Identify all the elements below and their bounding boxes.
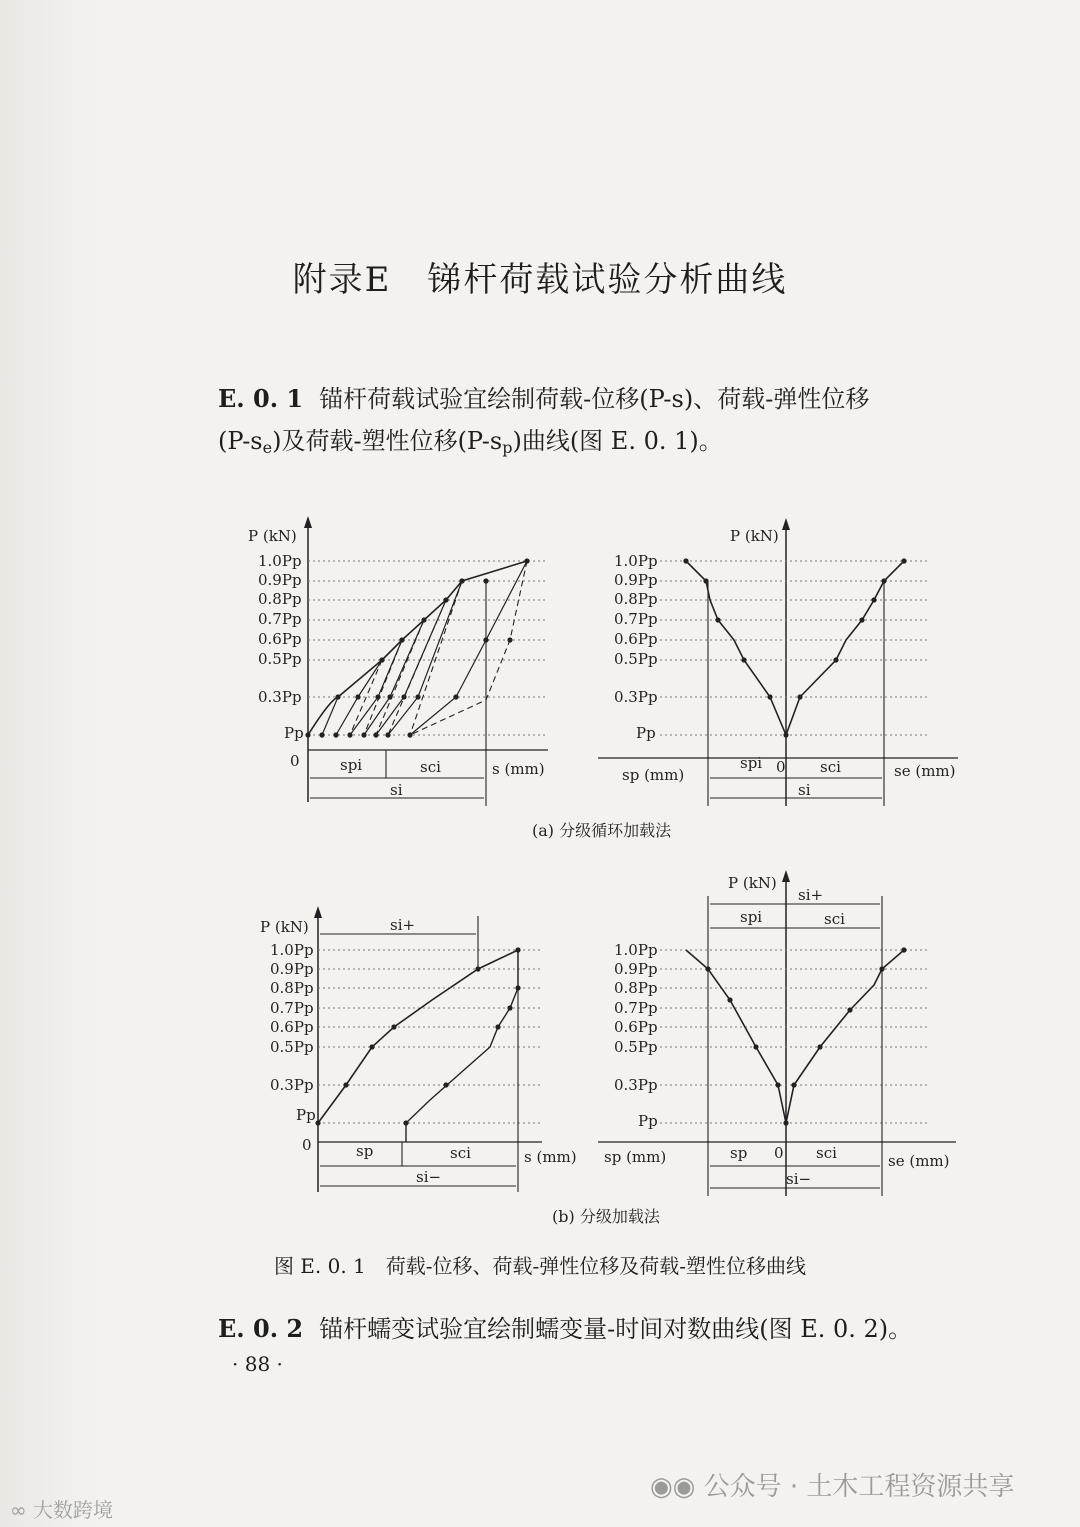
page-number: · 88 · [232,1352,283,1376]
svg-text:sci: sci [816,1144,837,1162]
logo-icon: ∞ [10,1498,34,1522]
wechat-icon: ◉◉ [650,1472,704,1502]
tick-label: 0.8Pp [270,979,314,997]
svg-text:sci: sci [824,910,845,928]
clause-number: E. 0. 2 [218,1314,304,1343]
tick-label: 0.3Pp [614,688,658,706]
axis-label-s: s (mm) [492,760,545,778]
axis-label-P: P (kN) [248,527,297,545]
axis-label-P: P (kN) [728,874,777,892]
tick-label: 0.8Pp [258,590,302,608]
svg-text:spi: spi [740,754,763,772]
tick-label: 0.3Pp [258,688,302,706]
axis-label-se: se (mm) [894,762,956,780]
tick-label: 0.3Pp [270,1076,314,1094]
svg-text:spi: spi [740,908,763,926]
tick-label: 0.6Pp [270,1018,314,1036]
axis-label-sp: sp (mm) [604,1148,667,1166]
svg-text:spi: spi [340,756,363,774]
svg-text:sp: sp [356,1142,374,1160]
svg-text:sci: sci [420,758,441,776]
axis-label-s: s (mm) [524,1148,577,1166]
svg-text:si+: si+ [390,916,416,934]
panel-b-left-labels [260,916,577,1186]
watermark-corner: ∞ 大数跨境 [10,1498,114,1522]
svg-text:0: 0 [774,1144,784,1162]
tick-label: Pp [284,724,304,742]
tick-label: 0.7Pp [258,610,302,628]
svg-text:si: si [390,781,403,799]
axis-label-P: P (kN) [730,527,779,545]
figure-caption: 图 E. 0. 1 荷载-位移、荷载-弹性位移及荷载-塑性位移曲线 [273,1254,807,1278]
svg-text:sp: sp [730,1144,748,1162]
appendix-title: 附录E 锑杆荷载试验分析曲线 [292,260,788,300]
panel-b-right-labels [604,874,950,1188]
axis-label-P: P (kN) [260,918,309,936]
svg-text:si+: si+ [798,886,824,904]
tick-label: 0.7Pp [614,999,658,1017]
svg-text:0: 0 [302,1136,312,1154]
tick-label: 0.7Pp [614,610,658,628]
tick-label: 0.8Pp [614,590,658,608]
panel-a-left-labels [248,527,545,799]
clause-number: E. 0. 1 [218,384,304,413]
watermark-wechat: ◉◉ 公众号 · 土木工程资源共享 [650,1472,1015,1502]
svg-text:si−: si− [786,1170,812,1188]
tick-label: 0.9Pp [614,960,658,978]
svg-text:si: si [798,781,811,799]
tick-label: 0.6Pp [614,1018,658,1036]
axis-label-se: se (mm) [888,1152,950,1170]
tick-label: 0.5Pp [614,1038,658,1056]
tick-label: 0.9Pp [270,960,314,978]
svg-text:si−: si− [416,1168,442,1186]
tick-label: 0.9Pp [258,571,302,589]
tick-label: 1.0Pp [270,941,314,959]
tick-label: 1.0Pp [614,552,658,570]
tick-label: 0.6Pp [258,630,302,648]
tick-label: 1.0Pp [258,552,302,570]
tick-label: 1.0Pp [614,941,658,959]
tick-label: 0.9Pp [614,571,658,589]
tick-label: Pp [638,1112,658,1130]
svg-text:0: 0 [290,752,300,770]
svg-text:sci: sci [820,758,841,776]
svg-text:sci: sci [450,1144,471,1162]
clause-e01: E. 0. 1 锚杆荷载试验宜绘制荷载-位移(P-s)、荷载-弹性位移 $(P-s_e)$及荷载-塑性位移$(P-s_p)$曲线(图 E. 0. 1)。 [218,384,870,457]
tick-label: 0.7Pp [270,999,314,1017]
caption-b: (b) 分级加载法 [552,1207,660,1226]
axis-label-sp: sp (mm) [622,766,685,784]
tick-label: Pp [296,1106,316,1124]
svg-text:0: 0 [776,758,786,776]
tick-label: Pp [636,724,656,742]
tick-label: 0.3Pp [614,1076,658,1094]
tick-label: 0.6Pp [614,630,658,648]
tick-label: 0.5Pp [270,1038,314,1056]
caption-a: (a) 分级循环加载法 [532,821,672,840]
tick-label: 0.8Pp [614,979,658,997]
clause-e02: E. 0. 2 锚杆蠕变试验宜绘制蠕变量-时间对数曲线(图 E. 0. 2)。 [218,1314,913,1343]
panel-b-left [314,906,542,1192]
tick-label: 0.5Pp [614,650,658,668]
tick-label: 0.5Pp [258,650,302,668]
